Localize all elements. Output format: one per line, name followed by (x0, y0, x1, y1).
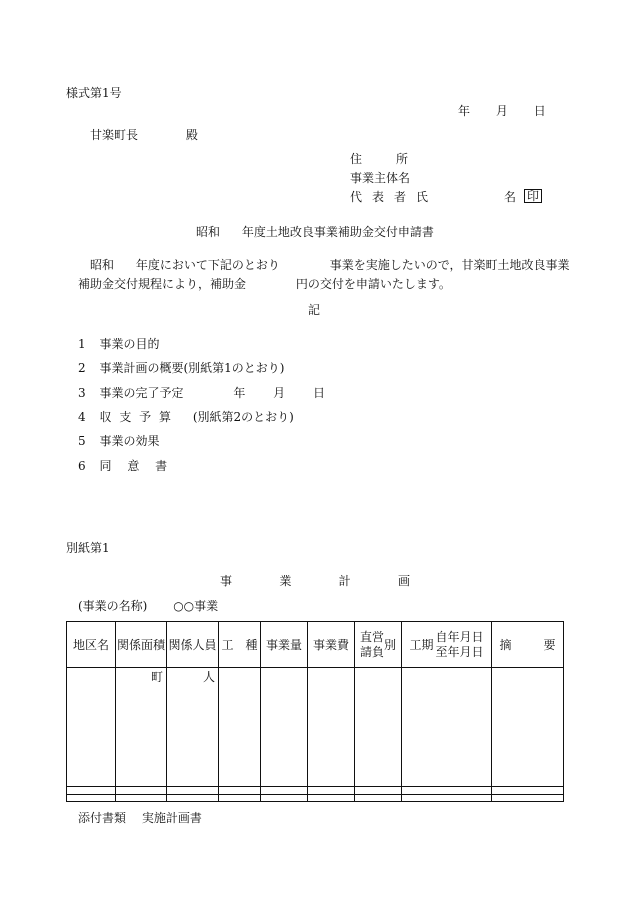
entity-label: 事業主体名 (350, 171, 411, 185)
list-item: 2 事業計画の概要(別紙第1のとおり) (78, 361, 285, 375)
list-item: 3 事業の完了予定 年 月 日 (78, 386, 326, 400)
project-name (78, 600, 218, 612)
header-work-type: 工 種 (219, 622, 261, 668)
list-item: 5 事業の効果 (78, 434, 160, 448)
date-line (458, 105, 546, 117)
date-year: 年 (458, 104, 471, 118)
body-line-1: 昭和 年度において下記のとおり 事業を実施したいので，甘楽町土地改良事業 (90, 258, 570, 272)
addressee (90, 129, 198, 141)
unit-area: 町 (116, 668, 167, 787)
addressee-name: 甘楽町長 (90, 128, 139, 142)
project-name-label: (事業の名称) (78, 599, 148, 613)
addressee-honorific: 殿 (185, 128, 198, 142)
seal-mark: 印 (524, 189, 542, 203)
header-remarks: 摘 要 (492, 622, 564, 668)
table-header-row (67, 622, 564, 668)
plan-table (66, 621, 564, 802)
list-item: 1 事業の目的 (78, 337, 160, 351)
table-row (67, 794, 564, 801)
header-area: 地区名 (67, 622, 116, 668)
representative-label: 代 表 者 氏 (350, 190, 428, 204)
project-name-value: ○○事業 (173, 599, 219, 613)
document-title (196, 226, 434, 238)
address-label: 住 所 (350, 152, 408, 166)
attachment-label: 別紙第1 (66, 541, 110, 555)
table-row (67, 668, 564, 787)
list-item: 4 収 支 予 算 (別紙第2のとおり) (78, 410, 294, 424)
header-cost: 事業費 (308, 622, 355, 668)
attached-documents (78, 812, 202, 824)
attached-documents-value: 実施計画書 (141, 811, 202, 825)
plan-heading: 事 業 計 画 (220, 574, 410, 588)
ki-heading: 記 (308, 303, 321, 317)
attached-documents-label: 添付書類 (78, 811, 127, 825)
header-related-area: 関係面積 (116, 622, 167, 668)
header-quantity: 事業量 (261, 622, 308, 668)
header-direct-contract: 直営 請負別 (355, 622, 402, 668)
date-month: 月 (495, 104, 508, 118)
list-item: 6 同 意 書 (78, 459, 168, 473)
name-label: 名 (504, 190, 517, 204)
form-number: 様式第1号 (66, 86, 122, 100)
unit-people: 人 (167, 668, 219, 787)
header-related-people: 関係人員 (167, 622, 219, 668)
table-row (67, 787, 564, 794)
header-period: 工期自年月日 至年月日 (402, 622, 492, 668)
body-line-2: 補助金交付規程により，補助金 円の交付を申請いたします。 (78, 277, 451, 291)
title-era: 昭和 (196, 225, 221, 239)
title-text: 年度土地改良事業補助金交付申請書 (241, 225, 434, 239)
date-day: 日 (533, 104, 546, 118)
